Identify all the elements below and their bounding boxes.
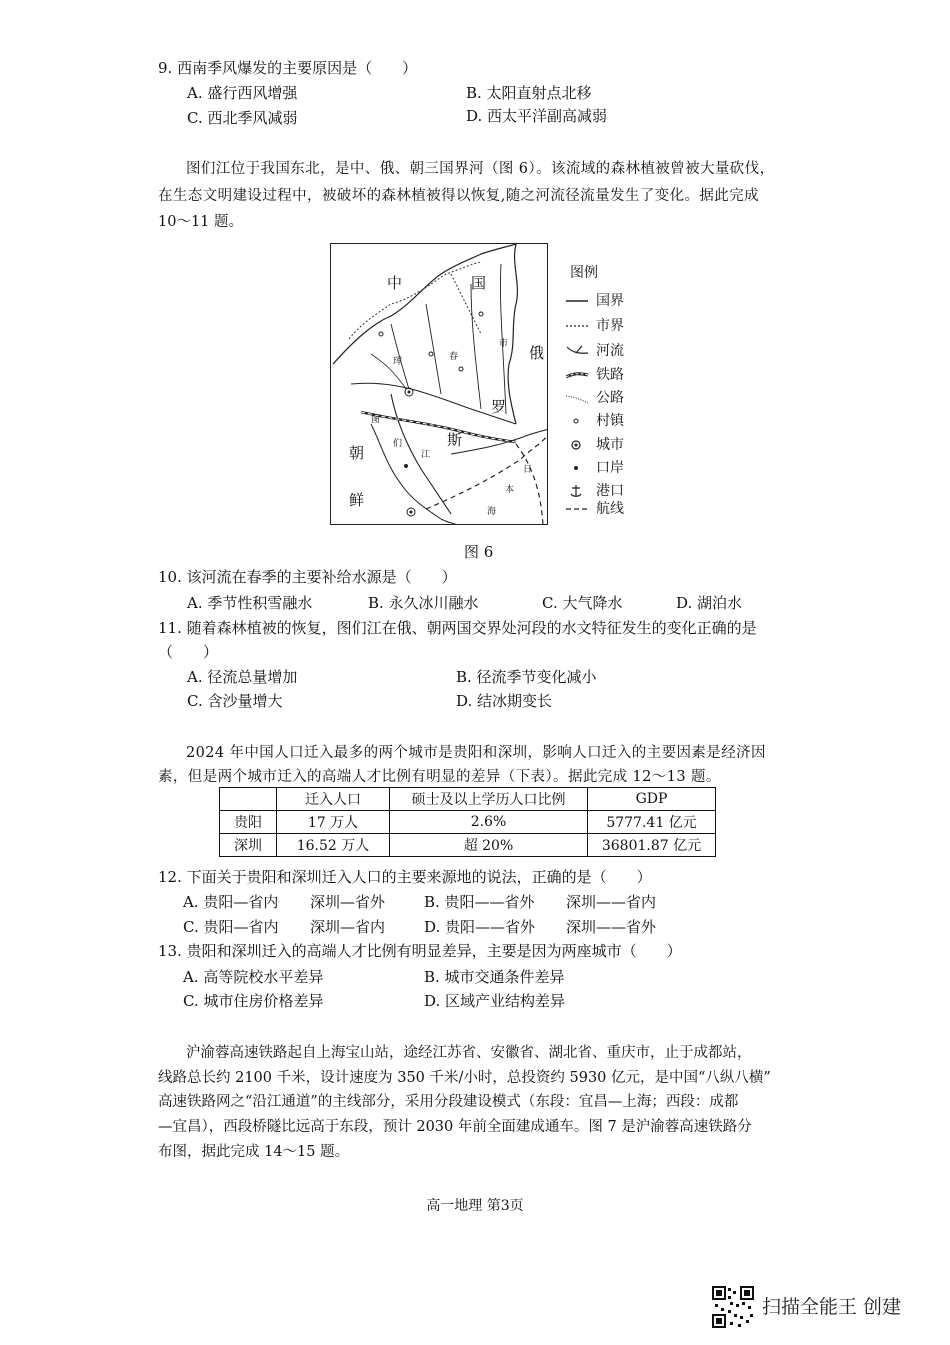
railway-icon bbox=[566, 368, 590, 382]
q13-option-d: D. 区域产业结构差异 bbox=[424, 992, 566, 1010]
river-icon bbox=[566, 344, 590, 358]
q11-option-c: C. 含沙量增大 bbox=[187, 692, 283, 710]
legend-item bbox=[566, 364, 666, 386]
passage1-line-1: 图们江位于我国东北，是中、俄、朝三国界河（图 6）。该流域的森林植被曾被大量砍伐， bbox=[186, 161, 775, 177]
port-of-entry-marker bbox=[404, 464, 408, 468]
map-label-chun: 春 bbox=[449, 352, 459, 362]
table-cell: 16.52 万人 bbox=[277, 834, 390, 857]
village-marker bbox=[379, 332, 383, 336]
q10-option-d: D. 湖泊水 bbox=[676, 594, 743, 612]
legend-item bbox=[566, 290, 666, 312]
q11-stem: 11. 随着森林植被的恢复，图们江在俄、朝两国交界处河段的水文特征发生的变化正确的是 bbox=[158, 619, 757, 637]
table-cell: 5777.41 亿元 bbox=[588, 811, 716, 834]
q9-option-b: B. 太阳直射点北移 bbox=[466, 84, 592, 102]
q11-stem-cont: （ ） bbox=[158, 643, 219, 661]
q12-option-a-part1: A. 贵阳—省内 bbox=[183, 893, 279, 911]
table-cell: 17 万人 bbox=[277, 811, 390, 834]
map-label-jiang: 江 bbox=[421, 450, 431, 460]
q12-option-b-part1: B. 贵阳——省外 bbox=[424, 893, 535, 911]
table-header-cell: 硕士及以上学历人口比例 bbox=[390, 788, 588, 811]
river-tributary-3 bbox=[471, 284, 481, 409]
legend-label: 城市 bbox=[596, 437, 624, 453]
legend-item bbox=[566, 434, 666, 456]
table-header-cell: GDP bbox=[588, 788, 716, 811]
q11-option-b: B. 径流季节变化减小 bbox=[456, 668, 597, 686]
table-row bbox=[220, 834, 716, 857]
q12-option-d-part2: 深圳——省外 bbox=[566, 918, 657, 936]
q13-option-a: A. 高等院校水平差异 bbox=[183, 968, 324, 986]
map-label-korea-1: 朝 bbox=[349, 444, 365, 462]
tumen-river-map bbox=[330, 243, 548, 525]
village-marker bbox=[429, 352, 433, 356]
map-label-china-2: 国 bbox=[471, 274, 487, 292]
table-cell: 36801.87 亿元 bbox=[588, 834, 716, 857]
q9-option-a: A. 盛行西风增强 bbox=[187, 84, 298, 102]
map-label-shi: 市 bbox=[499, 339, 509, 349]
map-label-ri: 日 bbox=[523, 465, 533, 475]
q13-option-b: B. 城市交通条件差异 bbox=[424, 968, 565, 986]
city-boundary-line bbox=[349, 262, 481, 339]
harbor-icon bbox=[566, 484, 590, 498]
page-footer: 高一地理 第3页 bbox=[426, 1198, 524, 1214]
legend-item bbox=[566, 315, 666, 337]
china-border-line bbox=[333, 244, 516, 364]
map-label-tu: 图 bbox=[371, 415, 381, 425]
passage2-line-2: 素，但是两个城市迁入的高端人才比例有明显的差异（下表）。据此完成 12～13 题。 bbox=[158, 769, 721, 785]
q13-stem: 13. 贵阳和深圳迁入的高端人才比例有明显差异，主要是因为两座城市（ ） bbox=[158, 942, 682, 960]
passage2-line-1: 2024 年中国人口迁入最多的两个城市是贵阳和深圳，影响人口迁入的主要因素是经济因 bbox=[186, 745, 766, 761]
map-label-russia-3: 斯 bbox=[447, 431, 463, 449]
table-header-cell: 迁入人口 bbox=[277, 788, 390, 811]
passage3-line-1: 沪渝蓉高速铁路起自上海宝山站，途经江苏省、安徽省、湖北省、重庆市，止于成都站， bbox=[186, 1045, 752, 1061]
map-label-korea-2: 鲜 bbox=[349, 491, 365, 509]
village-marker bbox=[459, 367, 463, 371]
shipping-route-icon bbox=[566, 502, 590, 516]
passage3-line-5: 布图，据此完成 14～15 题。 bbox=[158, 1144, 350, 1160]
legend-label: 口岸 bbox=[596, 460, 624, 476]
map-label-russia-2: 罗 bbox=[491, 398, 507, 416]
passage3-line-3: 高速铁路网之“沿江通道”的主线部分，采用分段建设模式（东段：宜昌—上海；西段：成都 bbox=[158, 1094, 739, 1110]
table-cell: 2.6% bbox=[390, 811, 588, 834]
city-icon bbox=[566, 438, 590, 452]
table-row bbox=[220, 811, 716, 834]
figure-caption: 图 6 bbox=[464, 543, 494, 561]
q12-option-b-part2: 深圳——省内 bbox=[566, 893, 657, 911]
russia-border-line bbox=[508, 244, 517, 424]
legend-item bbox=[566, 387, 666, 409]
legend-label: 航线 bbox=[596, 501, 624, 517]
table-cell: 深圳 bbox=[220, 834, 277, 857]
map-label-ben: 本 bbox=[505, 485, 515, 495]
qr-code-icon bbox=[712, 1286, 754, 1328]
passage3-line-2: 线路总长约 2100 千米，设计速度为 350 千米/小时，总投资约 5930 亿元，是中国“八纵八横” bbox=[158, 1070, 771, 1086]
legend-item bbox=[566, 340, 666, 362]
shipping-route-line-2 bbox=[516, 444, 543, 525]
population-table bbox=[219, 787, 716, 857]
table-cell: 贵阳 bbox=[220, 811, 277, 834]
q12-stem: 12. 下面关于贵阳和深圳迁入人口的主要来源地的说法，正确的是（ ） bbox=[158, 868, 652, 886]
city-marker-dot bbox=[408, 391, 411, 394]
table-header-cell bbox=[220, 788, 277, 811]
q10-option-a: A. 季节性积雪融水 bbox=[187, 594, 313, 612]
legend-label: 铁路 bbox=[596, 367, 624, 383]
passage1-line-3: 10～11 题。 bbox=[158, 214, 244, 230]
q10-option-b: B. 永久冰川融水 bbox=[368, 594, 479, 612]
q11-option-a: A. 径流总量增加 bbox=[187, 668, 298, 686]
q10-stem: 10. 该河流在春季的主要补给水源是（ ） bbox=[158, 568, 457, 586]
map-label-china-1: 中 bbox=[387, 274, 403, 292]
legend-label: 港口 bbox=[596, 483, 624, 499]
q12-option-c-part2: 深圳—省内 bbox=[310, 918, 386, 936]
q9-stem: 9. 西南季风爆发的主要原因是（ ） bbox=[158, 59, 418, 77]
passage3-line-4: —宜昌），西段桥隧比远高于东段，预计 2030 年前全面建成通车。图 7 是沪渝蓉高速铁路分 bbox=[158, 1119, 752, 1135]
table-cell: 超 20% bbox=[390, 834, 588, 857]
legend-title: 图例 bbox=[570, 265, 598, 281]
scanner-watermark: 扫描全能王 创建 bbox=[762, 1296, 902, 1318]
highway-icon bbox=[566, 391, 590, 405]
port-of-entry-icon bbox=[566, 461, 590, 475]
map-label-hai: 海 bbox=[487, 507, 497, 517]
q10-option-c: C. 大气降水 bbox=[542, 594, 623, 612]
city-boundary-icon bbox=[566, 319, 590, 333]
q9-option-d: D. 西太平洋副高减弱 bbox=[466, 107, 608, 125]
legend-label: 村镇 bbox=[596, 413, 624, 429]
q12-option-a-part2: 深圳—省外 bbox=[310, 893, 386, 911]
village-icon bbox=[566, 414, 590, 428]
border-line-icon bbox=[566, 294, 590, 308]
q12-option-c-part1: C. 贵阳—省内 bbox=[183, 918, 279, 936]
river-tributary-2 bbox=[426, 304, 441, 394]
table-header-row bbox=[220, 788, 716, 811]
passage1-line-2: 在生态文明建设过程中，被破坏的森林植被得以恢复,随之河流径流量发生了变化。据此完成 bbox=[158, 188, 760, 204]
village-marker bbox=[479, 312, 483, 316]
q11-option-d: D. 结冰期变长 bbox=[456, 692, 553, 710]
legend-label: 河流 bbox=[596, 343, 624, 359]
q13-option-c: C. 城市住房价格差异 bbox=[183, 992, 324, 1010]
map-label-russia-1: 俄 bbox=[529, 344, 545, 362]
legend-label: 公路 bbox=[596, 390, 624, 406]
q9-option-c: C. 西北季风减弱 bbox=[187, 109, 298, 127]
legend-label: 市界 bbox=[596, 318, 624, 334]
city-marker-dot bbox=[410, 511, 413, 514]
map-label-men: 们 bbox=[393, 439, 403, 449]
q12-option-d-part1: D. 贵阳——省外 bbox=[424, 918, 536, 936]
legend-item bbox=[566, 457, 666, 479]
legend-item bbox=[566, 410, 666, 432]
legend-label: 国界 bbox=[596, 293, 624, 309]
legend-item bbox=[566, 498, 666, 520]
map-label-hun: 珲 bbox=[393, 357, 403, 367]
map-drawing bbox=[331, 244, 548, 525]
